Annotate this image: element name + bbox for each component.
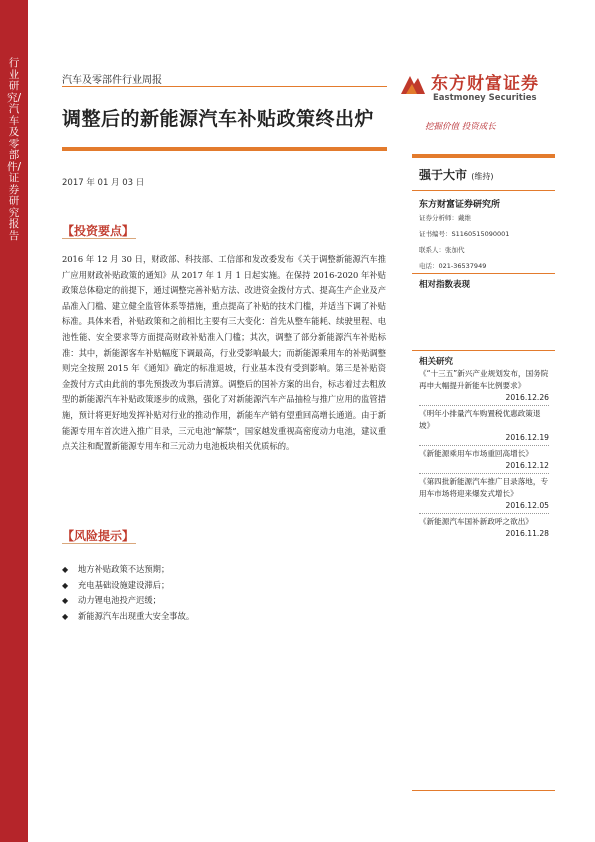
related-item-date: 2016.12.05	[505, 501, 549, 510]
contact-line: 联系人：张加代	[419, 246, 465, 254]
related-research-heading: 相关研究	[419, 357, 454, 367]
risk-item: ◆ 地方补贴政策不达预期；	[62, 562, 194, 578]
highlights-body: 2016 年 12 月 30 日，财政部、科技部、工信部和发改委发布《关于调整新能源汽车推广应用财政补贴政策的通知》从 2017 年 1 月 1 日起实施。在保持 2016-2020 年补贴政策总体稳定的前提下，通过调整完善补贴方法、改进资金拨付方式、提高生产企业及产品准入门槛、建立健全监管体系等措施，重点提高了补贴的技术门槛，并适当下调了补贴标准。具体来看，补贴政策和之前相比主要有三大变化：首先从整车能耗、续驶里程、电池性能、安全要求等方面提高财政补贴准入门槛；其次，调整了部分新能源汽车补贴标准：其中，新能源客车补贴幅度下调最高，行业受影响最大；而新能源乘用车的补贴调整则完全按照 2015 年《通知》确定的标准退坡，行业基本没有受到影响。第三是补贴资金拨付方式由此前的事先预拨改为事后清算。调整后的国补方案的出台，标志着过去粗放型的新能源汽车补贴政策逐步的成熟，强化了对新能源汽车产品抽检与推广应用的监管措施，预计将更好地发挥补贴对行业的推动作用，新能车产销有望重回高增长通道。由于新能源专用车首次进入推广目录，三元电池“解禁”，国家越发重视高密度动力电池，建议重点关注和配置新能源专用车和三元动力电池板块相关优质标的。	[62, 254, 386, 452]
index-rule	[412, 350, 555, 351]
diamond-bullet-icon: ◆	[62, 596, 69, 605]
diamond-bullet-icon: ◆	[62, 611, 69, 621]
report-date: 2017 年 01 月 03 日	[62, 178, 145, 188]
related-item[interactable]	[419, 408, 549, 446]
risk-item: ◆ 新能源汽车出现重大安全事故。	[62, 609, 194, 625]
diamond-bullet-icon: ◆	[62, 580, 69, 590]
report-type: 汽车及零部件行业周报	[62, 75, 162, 86]
risk-item: ◆ 动力锂电池投产迟缓；	[62, 593, 194, 609]
brand-mark-icon	[398, 70, 428, 100]
index-performance-heading: 相对指数表现	[419, 280, 471, 290]
related-item[interactable]	[419, 448, 549, 474]
related-item-title: 《新能源乘用车市场重回高增长》	[419, 449, 533, 458]
related-item-date: 2016.11.28	[505, 529, 549, 538]
sidebar-category-text: 行业研究/汽车及零部件/证券研究报告	[6, 57, 22, 242]
header-rule-top	[62, 86, 387, 87]
risk-heading: 【风险提示】	[62, 529, 135, 543]
rating-value: 强于大市	[419, 168, 468, 182]
rating-rule	[412, 190, 555, 191]
related-divider	[419, 405, 549, 406]
related-item-title: 《第四批新能源汽车推广目录落地，专用车市场将迎来爆发式增长》	[419, 477, 549, 498]
certificate-line: 证书编号：S1160515090001	[419, 230, 510, 238]
related-item[interactable]	[419, 476, 549, 514]
brand-slogan: 挖掘价值 投资成长	[425, 122, 496, 132]
risk-list	[62, 562, 194, 624]
related-divider	[419, 513, 549, 514]
title-underline	[62, 147, 387, 151]
rating-label	[419, 166, 493, 183]
highlights-heading: 【投资要点】	[62, 224, 135, 238]
highlights-heading-underline	[62, 238, 136, 239]
brand-name-en: Eastmoney Securities	[433, 93, 537, 103]
related-item-date: 2016.12.12	[505, 461, 549, 470]
brand-logo	[398, 66, 558, 118]
related-item[interactable]	[419, 516, 549, 540]
related-divider	[419, 473, 549, 474]
right-panel-bottom-rule	[412, 790, 555, 791]
brand-name-cn: 东方财富证券	[431, 74, 539, 94]
related-item[interactable]	[419, 368, 549, 406]
rating-note: (维持)	[471, 172, 494, 181]
related-item-date: 2016.12.19	[505, 433, 549, 442]
research-institute: 东方财富证券研究所	[419, 200, 501, 210]
related-research-list	[419, 368, 549, 540]
phone-line: 电话：021-36537949	[419, 262, 487, 270]
related-item-date: 2016.12.26	[505, 393, 549, 402]
related-item-title: 《“十三五”新兴产业规划发布，国务院再申大幅提升新能车比例要求》	[419, 369, 549, 390]
right-panel-top-rule	[412, 154, 555, 158]
risk-heading-underline	[62, 543, 136, 544]
related-divider	[419, 445, 549, 446]
sidebar-band	[0, 0, 28, 842]
related-item-title: 《新能源汽车国补新政呼之欲出》	[419, 517, 533, 526]
info-rule	[412, 273, 555, 274]
risk-item: ◆ 充电基础设施建设滞后；	[62, 578, 194, 594]
related-item-title: 《明年小排量汽车购置税优惠政策退坡》	[419, 409, 541, 430]
diamond-bullet-icon: ◆	[62, 565, 69, 574]
page-title: 调整后的新能源汽车补贴政策终出炉	[62, 108, 375, 130]
analyst-line: 证券分析师：戴维	[419, 214, 471, 222]
